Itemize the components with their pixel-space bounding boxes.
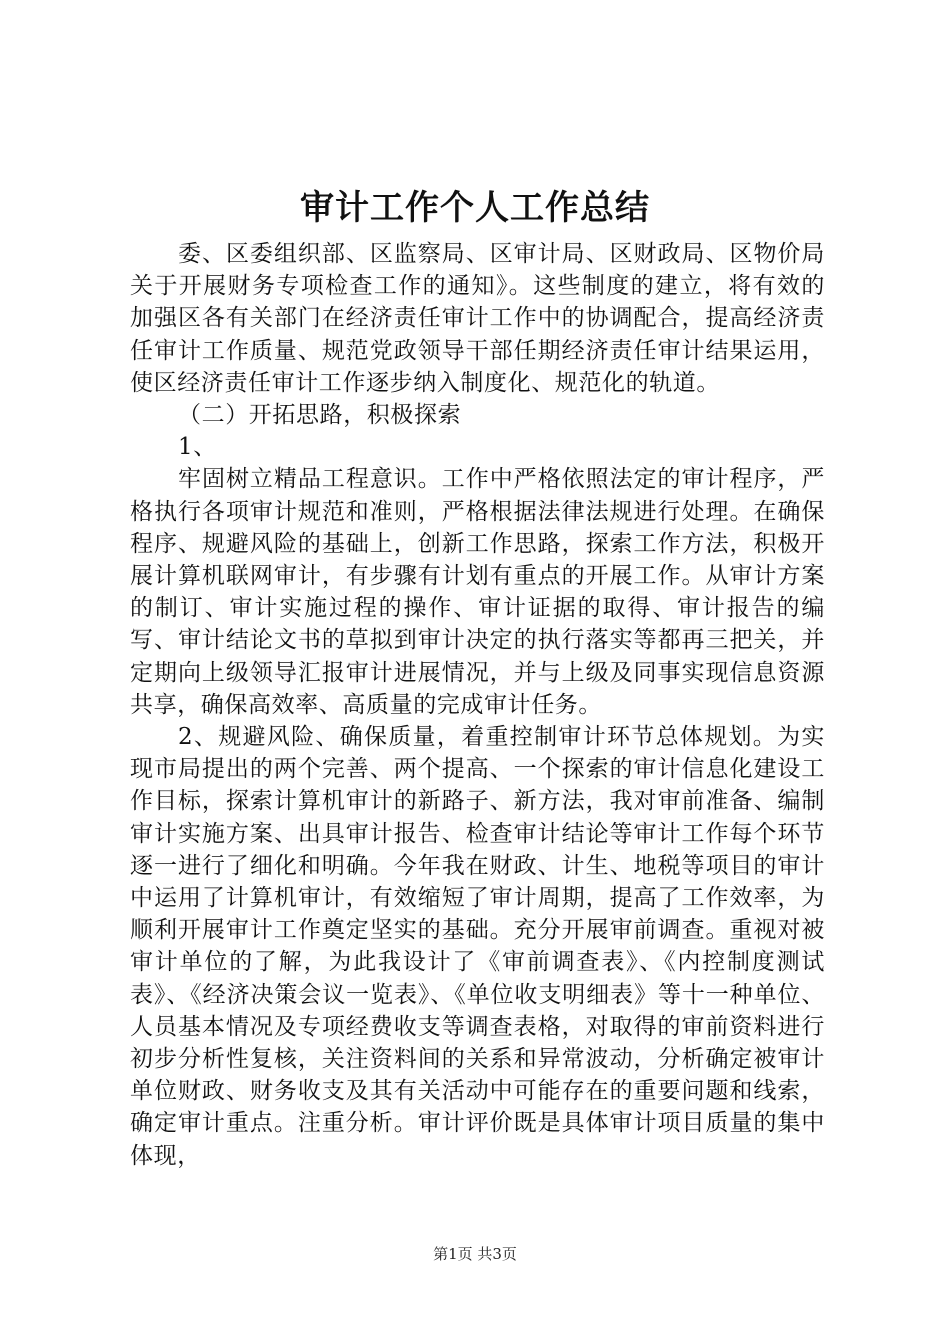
- page-footer: 第1页 共3页: [433, 1245, 517, 1263]
- paragraph-risk-control: 2、规避风险、确保质量，着重控制审计环节总体规划。为实现市局提出的两个完善、两个提高、一个探索的审计信息化建设工作目标，探索计算机审计的新路子、新方法，我对审前准备、编制审计实施方案、出具审计报告、检查审计结论等审计工作每个环节逐一进行了细化和明确。今年我在财政、计生、地税等项目的审计中运用了计算机审计，有效缩短了审计周期，提高了工作效率，为顺利开展审计工作奠定坚实的基础。充分开展审前调查。重视对被审计单位的了解，为此我设计了《审前调查表》、《内控制度测试表》、《经济决策会议一览表》、《单位收支明细表》等十一种单位、人员基本情况及专项经费收支等调查表格，对取得的审前资料进行初步分析性复核，关注资料间的关系和异常波动，分析确定被审计单位财政、财务收支及其有关活动中可能存在的重要问题和线索，确定审计重点。注重分析。审计评价既是具体审计项目质量的集中体现，: [130, 724, 825, 1169]
- list-number: 1、: [178, 434, 217, 461]
- paragraph-quality: 牢固树立精品工程意识。工作中严格依照法定的审计程序，严格执行各项审计规范和准则，严格根据法律法规进行处理。在确保程序、规避风险的基础上，创新工作思路，探索工作方法，积极开展计算机联网审计，有步骤有计划有重点的开展工作。从审计方案的制订、审计实施过程的操作、审计证据的取得、审计报告的编写、审计结论文书的草拟到审计决定的执行落实等都再三把关，并定期向上级领导汇报审计进展情况，并与上级及同事实现信息资源共享，确保高效率、高质量的完成审计任务。: [130, 466, 825, 718]
- paragraph-intro: 委、区委组织部、区监察局、区审计局、区财政局、区物价局关于开展财务专项检查工作的通知》。这些制度的建立，将有效的加强区各有关部门在经济责任审计工作中的协调配合，提高经济责任审计工作质量、规范党政领导干部任期经济责任审计结果运用，使区经济责任审计工作逐步纳入制度化、规范化的轨道。: [130, 241, 825, 396]
- document-title: 审计工作个人工作总结: [300, 188, 650, 228]
- section-heading: （二）开拓思路，积极探索: [178, 402, 462, 429]
- document-body: [130, 238, 825, 1172]
